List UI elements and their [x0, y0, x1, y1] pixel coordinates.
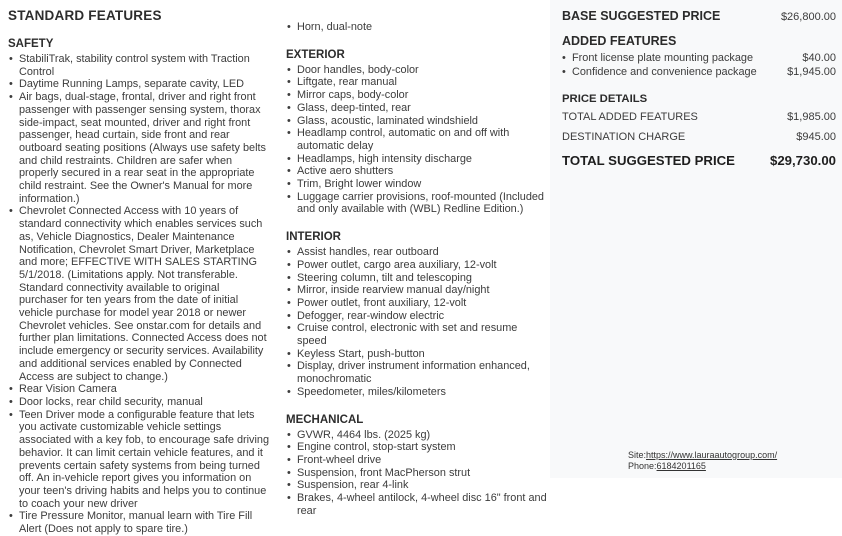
feature-item [286, 454, 548, 467]
bullet-icon: • [9, 383, 13, 396]
bullet-icon: • [562, 52, 566, 64]
added-feature-row [562, 66, 836, 80]
bullet-icon: • [287, 246, 291, 259]
feature-text: Cruise control, electronic with set and resume speed [297, 322, 518, 348]
feature-text: Front-wheel drive [297, 453, 382, 466]
feature-text: Door locks, rear child security, manual [19, 395, 203, 408]
feature-item [286, 76, 548, 89]
feature-item [286, 479, 548, 492]
price-detail-amount: $945.00 [796, 131, 836, 143]
bullet-icon: • [287, 101, 291, 114]
feature-text: Glass, deep-tinted, rear [297, 101, 411, 114]
feature-item [8, 53, 270, 78]
price-detail-amount: $1,985.00 [787, 111, 836, 123]
feature-text: Keyless Start, push-button [297, 347, 425, 360]
features-column-middle [272, 0, 550, 517]
added-features-heading: ADDED FEATURES [562, 34, 677, 48]
feature-item [286, 259, 548, 272]
bullet-icon: • [287, 284, 291, 297]
dealer-contact-footer [628, 450, 777, 472]
feature-item [8, 91, 270, 205]
feature-item [286, 153, 548, 166]
bullet-icon: • [287, 165, 291, 178]
bullet-icon: • [287, 466, 291, 479]
feature-item [286, 127, 548, 152]
total-price-label: TOTAL SUGGESTED PRICE [562, 153, 735, 168]
bullet-icon: • [287, 347, 291, 360]
base-price-row [562, 9, 836, 23]
feature-item [286, 386, 548, 399]
feature-item [8, 510, 270, 535]
bullet-icon: • [9, 510, 13, 523]
bullet-icon: • [287, 492, 291, 505]
bullet-icon: • [287, 178, 291, 191]
feature-text: Headlamps, high intensity discharge [297, 152, 472, 165]
page-title: STANDARD FEATURES [8, 8, 162, 23]
bullet-icon: • [9, 53, 13, 65]
feature-item [286, 322, 548, 347]
feature-text: Steering column, tilt and telescoping [297, 271, 472, 284]
price-detail-label: TOTAL ADDED FEATURES [562, 111, 698, 123]
bullet-icon: • [287, 63, 291, 76]
section-safety-continued [286, 21, 548, 34]
feature-text: Mirror caps, body-color [297, 89, 409, 102]
price-details-rows [562, 111, 836, 143]
feature-text: GVWR, 4464 lbs. (2025 kg) [297, 428, 431, 441]
section-interior [286, 231, 548, 398]
section-exterior [286, 49, 548, 216]
feature-item [286, 191, 548, 216]
bullet-icon: • [287, 296, 291, 309]
bullet-icon: • [9, 395, 13, 408]
feature-item [8, 205, 270, 383]
mechanical-feature-list [286, 429, 548, 518]
base-price-label: BASE SUGGESTED PRICE [562, 9, 721, 23]
added-feature-label: Confidence and convenience package [572, 65, 757, 78]
section-mechanical [286, 414, 548, 518]
feature-text: Daytime Running Lamps, separate cavity, LED [19, 78, 244, 91]
bullet-icon: • [287, 360, 291, 373]
bullet-icon: • [287, 21, 291, 33]
bullet-icon: • [562, 65, 566, 78]
feature-text: Headlamp control, automatic on and off with automatic delay [297, 127, 510, 152]
feature-item [8, 383, 270, 396]
feature-item [286, 246, 548, 259]
total-price-row [562, 153, 836, 168]
feature-item [286, 492, 548, 517]
feature-item [286, 348, 548, 361]
feature-item [286, 102, 548, 115]
feature-text: Speedometer, miles/kilometers [297, 385, 446, 398]
feature-item [286, 64, 548, 77]
feature-item [286, 310, 548, 323]
bullet-icon: • [9, 205, 13, 218]
bullet-icon: • [287, 152, 291, 165]
feature-item [286, 467, 548, 480]
bullet-icon: • [287, 385, 291, 398]
feature-text: Teen Driver mode a configurable feature that lets you activate customizable vehicle settings associated with a key fob, to encourage safe driving behavior. It can limit certain vehicle features, and it prevents certain safety systems from being turned off. An in-vehicle report gives you information on your teen's driving habits and helps you to continue to coach your new driver [19, 408, 270, 510]
feature-text: Power outlet, front auxiliary, 12-volt [297, 296, 467, 309]
added-feature-amount: $40.00 [802, 52, 836, 64]
feature-item [286, 115, 548, 128]
features-column-left [0, 0, 272, 536]
feature-item [286, 360, 548, 385]
added-feature-amount: $1,945.00 [787, 65, 836, 78]
feature-text: Mirror, inside rearview manual day/night [297, 284, 490, 297]
feature-item [8, 396, 270, 409]
feature-text: Liftgate, rear manual [297, 76, 397, 89]
feature-item [286, 297, 548, 310]
site-link[interactable]: https://www.lauraautogroup.com/ [646, 450, 778, 460]
feature-text: Brakes, 4-wheel antilock, 4-wheel disc 16" front and rear [297, 492, 547, 517]
bullet-icon: • [9, 408, 13, 421]
bullet-icon: • [287, 76, 291, 89]
feature-item [286, 165, 548, 178]
feature-item [286, 284, 548, 297]
feature-text: Rear Vision Camera [19, 383, 117, 396]
feature-text: Suspension, front MacPherson strut [297, 466, 471, 479]
bullet-icon: • [287, 453, 291, 466]
feature-text: Door handles, body-color [297, 63, 419, 76]
feature-text: Luggage carrier provisions, roof-mounted (Included and only available with (WBL) Redline Edition.) [297, 190, 544, 216]
price-detail-row [562, 131, 836, 143]
section-heading-interior: INTERIOR [286, 231, 341, 244]
feature-text: Air bags, dual-stage, frontal, driver and right front passenger with passenger sensing system, thorax side-impact, seat mounted, driver and right front passenger, head curtain, side front and rear outboard seating positions (Always use safety belts and child restraints. Children are safer when properly secured in a rear seat in the appropriate child restraint. See the Owner's Manual for more information.) [19, 91, 266, 205]
bullet-icon: • [287, 190, 291, 203]
bullet-icon: • [287, 127, 291, 140]
feature-item [286, 272, 548, 285]
feature-text: Chevrolet Connected Access with 10 years of standard connectivity which enables services such as, Vehicle Diagnostics, Dealer Maintenance Notification, Chevrolet Smart Driver, Marketplace and more; EFFECTIVE WITH SALES STARTING 5/1/2018. (Limitations apply. Not transferable. Standard connectivity available to original purchaser for ten years from the date of initial vehicle purchase for model year 2018 or newer Chevrolet vehicles. See onstar.com for details and further plan limitations. Connected Access does not include emergency or security services. Availability and additional services enabled by Connected Access are subject to change.) [19, 205, 267, 383]
feature-text: Horn, dual-note [297, 21, 373, 33]
feature-text: Defogger, rear-window electric [297, 309, 445, 322]
price-details-heading: PRICE DETAILS [562, 93, 648, 105]
feature-text: Suspension, rear 4-link [297, 479, 409, 492]
price-detail-row [562, 111, 836, 123]
exterior-feature-list [286, 64, 548, 216]
feature-item [8, 78, 270, 91]
phone-line [628, 461, 777, 472]
added-feature-label: Front license plate mounting package [572, 52, 754, 64]
added-features-list [562, 52, 836, 79]
total-price-amount: $29,730.00 [769, 153, 836, 168]
feature-text: Engine control, stop-start system [297, 441, 456, 454]
bullet-icon: • [287, 479, 291, 492]
safety-continuation-list [286, 21, 548, 34]
bullet-icon: • [287, 441, 291, 454]
section-heading-safety: SAFETY [8, 38, 54, 50]
feature-item [286, 441, 548, 454]
bullet-icon: • [287, 89, 291, 102]
bullet-icon: • [287, 322, 291, 335]
feature-item [286, 89, 548, 102]
feature-text: Tire Pressure Monitor, manual learn with Tire Fill Alert (Does not apply to spare tire.) [19, 510, 253, 536]
bullet-icon: • [287, 258, 291, 271]
site-line [628, 450, 777, 461]
feature-text: Trim, Bright lower window [297, 178, 422, 191]
phone-link[interactable]: 6184201165 [656, 461, 706, 471]
section-safety [8, 38, 270, 536]
feature-item [286, 429, 548, 442]
feature-text: Display, driver instrument information enhanced, monochromatic [297, 360, 530, 386]
bullet-icon: • [287, 271, 291, 284]
bullet-icon: • [9, 91, 13, 104]
section-heading-mechanical: MECHANICAL [286, 413, 364, 426]
phone-label: Phone: [628, 461, 657, 471]
price-detail-label: DESTINATION CHARGE [562, 131, 686, 143]
section-heading-exterior: EXTERIOR [286, 48, 345, 61]
feature-item [286, 21, 548, 34]
base-price-amount: $26,800.00 [780, 11, 836, 23]
bullet-icon: • [287, 309, 291, 322]
site-label: Site: [628, 450, 647, 460]
feature-text: Glass, acoustic, laminated windshield [297, 114, 478, 127]
feature-text: Assist handles, rear outboard [297, 246, 439, 259]
pricing-panel [550, 0, 842, 478]
feature-text: Power outlet, cargo area auxiliary, 12-volt [297, 258, 497, 271]
feature-text: StabiliTrak, stability control system with Traction Control [19, 53, 250, 78]
bullet-icon: • [9, 78, 13, 91]
feature-item [8, 409, 270, 511]
safety-feature-list [8, 53, 270, 536]
feature-text: Active aero shutters [297, 165, 394, 178]
feature-item [286, 178, 548, 191]
interior-feature-list [286, 246, 548, 398]
bullet-icon: • [287, 428, 291, 441]
bullet-icon: • [287, 114, 291, 127]
added-feature-row [562, 52, 836, 66]
